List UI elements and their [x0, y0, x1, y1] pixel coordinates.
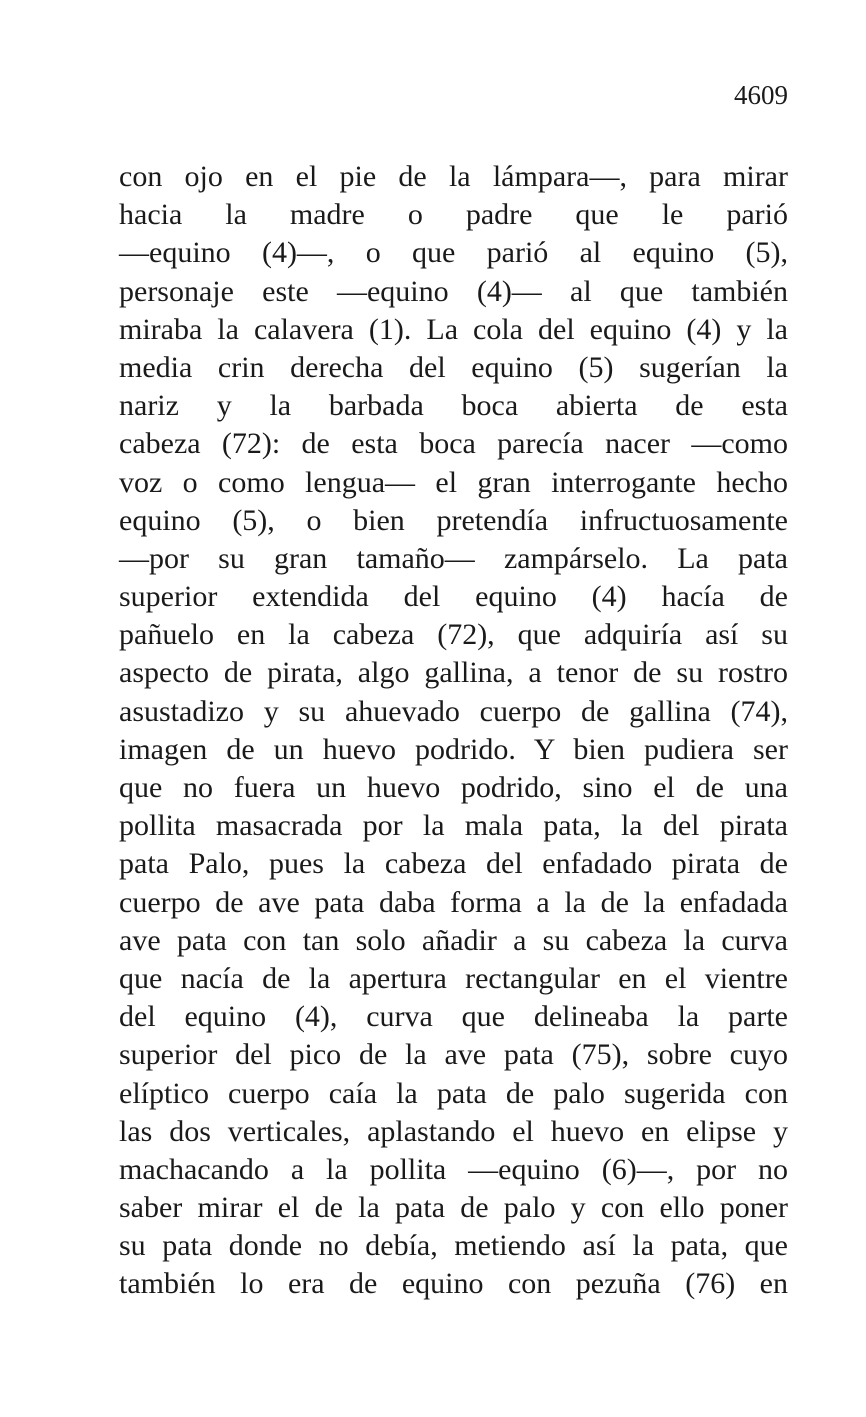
text-line: nariz y la barbada boca abierta de esta [119, 389, 788, 423]
text-line: que no fuera un huevo podrido, sino el de una [119, 771, 788, 804]
text-line: pata Palo, pues la cabeza del enfadado pirata de [119, 847, 788, 881]
page-number: 4609 [734, 80, 788, 110]
text-line: también lo era de equino con pezuña (76) en [119, 1267, 788, 1301]
text-line: pañuelo en la cabeza (72), que adquiría así su [119, 618, 788, 652]
text-line: superior del pico de la ave pata (75), sobre cuyo [119, 1038, 788, 1072]
text-line: con ojo en el pie de la lámpara—, para mirar [119, 160, 788, 193]
text-line: su pata donde no debía, metiendo así la pata, que [119, 1229, 788, 1263]
body-text [119, 158, 788, 1304]
text-line: ave pata con tan solo añadir a su cabeza la curva [119, 923, 788, 957]
text-line: equino (5), o bien pretendía infructuosamente [119, 503, 788, 537]
text-line: que nacía de la apertura rectangular en el vientre [119, 961, 788, 995]
text-line: personaje este —equino (4)— al que también [119, 274, 788, 308]
text-line: del equino (4), curva que delineaba la parte [119, 1000, 788, 1034]
text-line: media crin derecha del equino (5) sugerían la [119, 350, 788, 384]
text-line: voz o como lengua— el gran interrogante hecho [119, 465, 788, 499]
text-line: aspecto de pirata, algo gallina, a tenor de su rostro [119, 656, 788, 690]
text-line: machacando a la pollita —equino (6)—, por no [119, 1152, 788, 1186]
text-line: cuerpo de ave pata daba forma a la de la enfadada [119, 885, 788, 919]
text-line: asustadizo y su ahuevado cuerpo de gallina (74), [119, 694, 788, 728]
text-line: hacia la madre o padre que le parió [119, 198, 788, 232]
text-line: las dos verticales, aplastando el huevo en elipse y [119, 1114, 788, 1148]
text-line: pollita masacrada por la mala pata, la del pirata [119, 809, 788, 843]
text-line: superior extendida del equino (4) hacía de [119, 580, 788, 614]
text-line: elíptico cuerpo caía la pata de palo sugerida con [119, 1076, 788, 1110]
text-line: imagen de un huevo podrido. Y bien pudiera ser [119, 732, 788, 766]
text-line: —equino (4)—, o que parió al equino (5), [119, 236, 788, 270]
text-line: miraba la calavera (1). La cola del equino (4) y la [119, 312, 788, 346]
text-line: —por su gran tamaño— zampárselo. La pata [119, 541, 788, 575]
text-line: saber mirar el de la pata de palo y con ello poner [119, 1191, 788, 1225]
text-line: cabeza (72): de esta boca parecía nacer —como [119, 427, 788, 461]
